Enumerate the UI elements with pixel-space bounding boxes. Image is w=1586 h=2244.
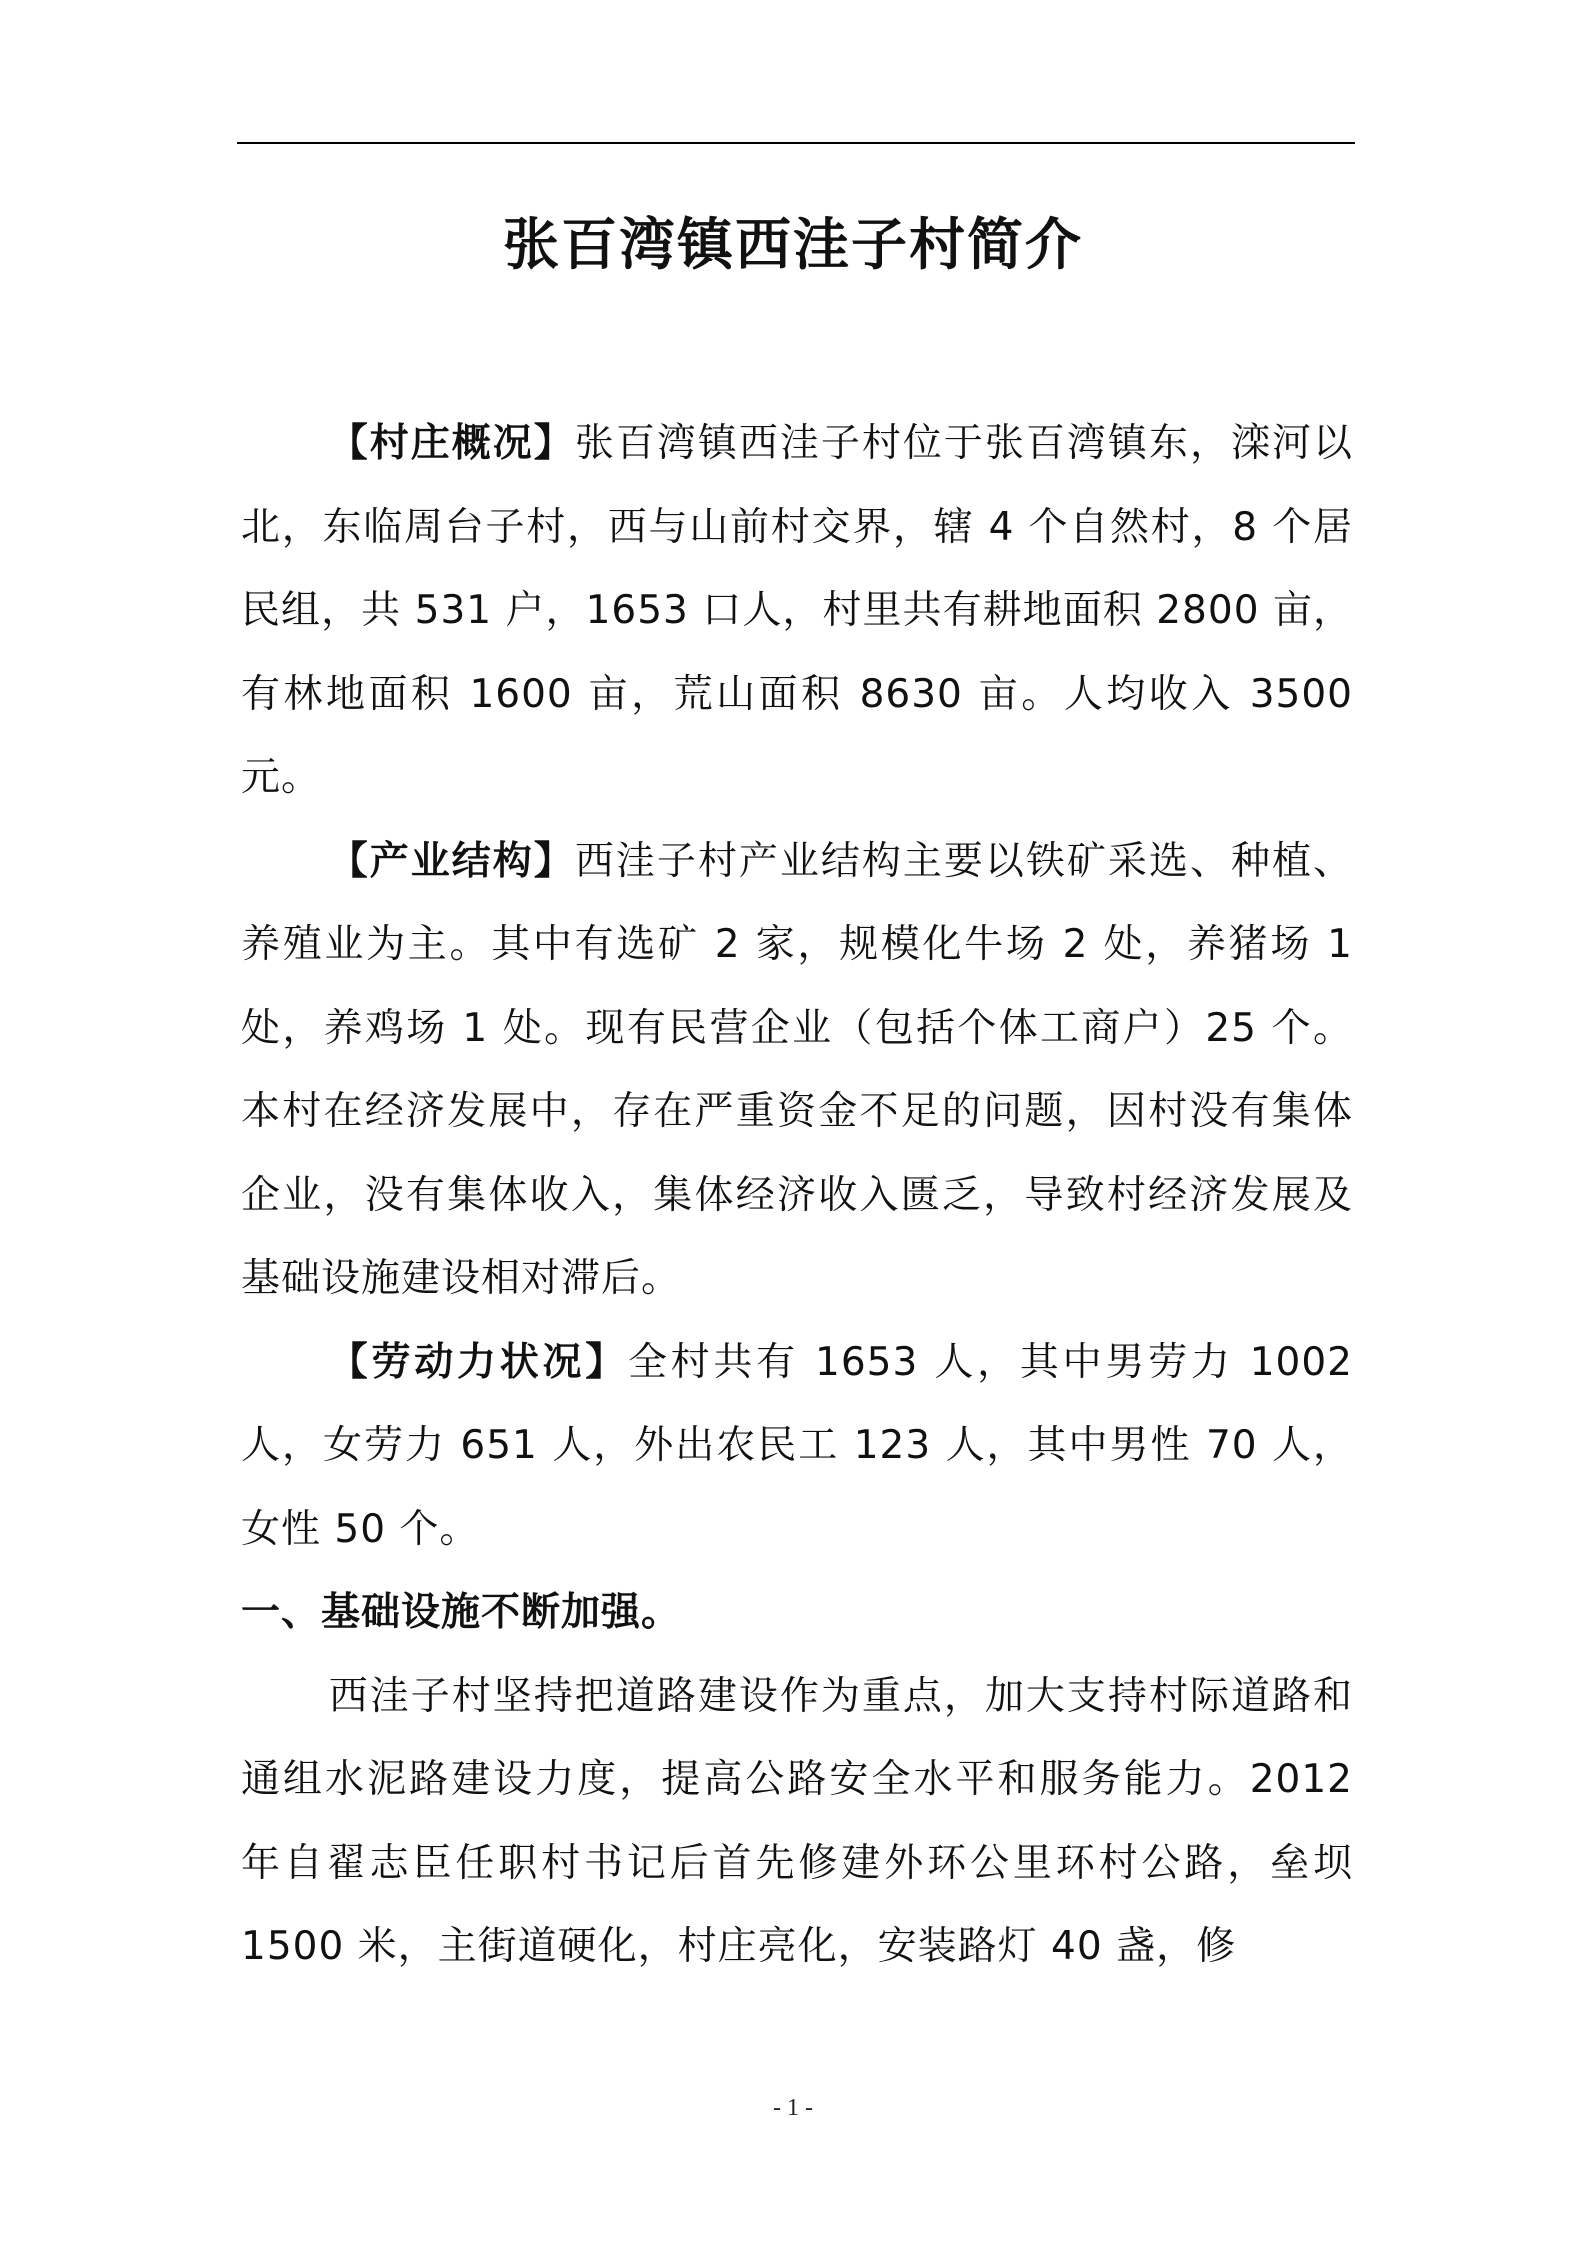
paragraph-tag: 【村庄概况】 [328,421,575,466]
page-number: - 1 - [773,2095,813,2121]
paragraph-tag: 【产业结构】 [328,838,575,884]
header-rule [237,142,1355,144]
paragraph-tag: 【劳动力状况】 [328,1339,628,1385]
paragraph-text: 西洼子村产业结构主要以铁矿采选、种植、养殖业为主。其中有选矿 2 家，规模化牛场 2 处，养猪场 1 处，养鸡场 1 处。现有民营企业（包括个体工商户）25 个。本村在经济发展中，存在严重资金不足的问题，因村没有集体企业，没有集体收入，集体经济收入匮乏，导致村经济发展及基础设施建设相对滞后。 [241,838,1353,1301]
document-title: 张百湾镇西洼子村简介 [503,213,1083,278]
paragraph-text: 张百湾镇西洼子村位于张百湾镇东，滦河以北，东临周台子村，西与山前村交界，辖 4 个自然村，8 个居民组，共 531 户，1653 口人，村里共有耕地面积 2800 亩，有林地面积 1600 亩，荒山面积 8630 亩。人均收入 3500 元。 [241,421,1353,800]
paragraph-industry-structure [241,820,1353,1321]
document-body [241,402,1353,1989]
section-heading: 一、基础设施不断加强。 [241,1590,682,1635]
section-paragraph: 西洼子村坚持把道路建设作为重点，加大支持村际道路和通组水泥路建设力度，提高公路安全水平和服务能力。2012 年自翟志臣任职村书记后首先修建外环公里环村公路，垒坝 1500 米，主街道硬化，村庄亮化，安装路灯 40 盏，修 [241,1673,1353,1969]
paragraph-village-overview [241,402,1353,820]
paragraph-labor-status [241,1321,1353,1572]
paragraph-text: 全村共有 1653 人，其中男劳力 1002 人，女劳力 651 人，外出农民工 123 人，其中男性 70 人，女性 50 个。 [241,1339,1353,1552]
